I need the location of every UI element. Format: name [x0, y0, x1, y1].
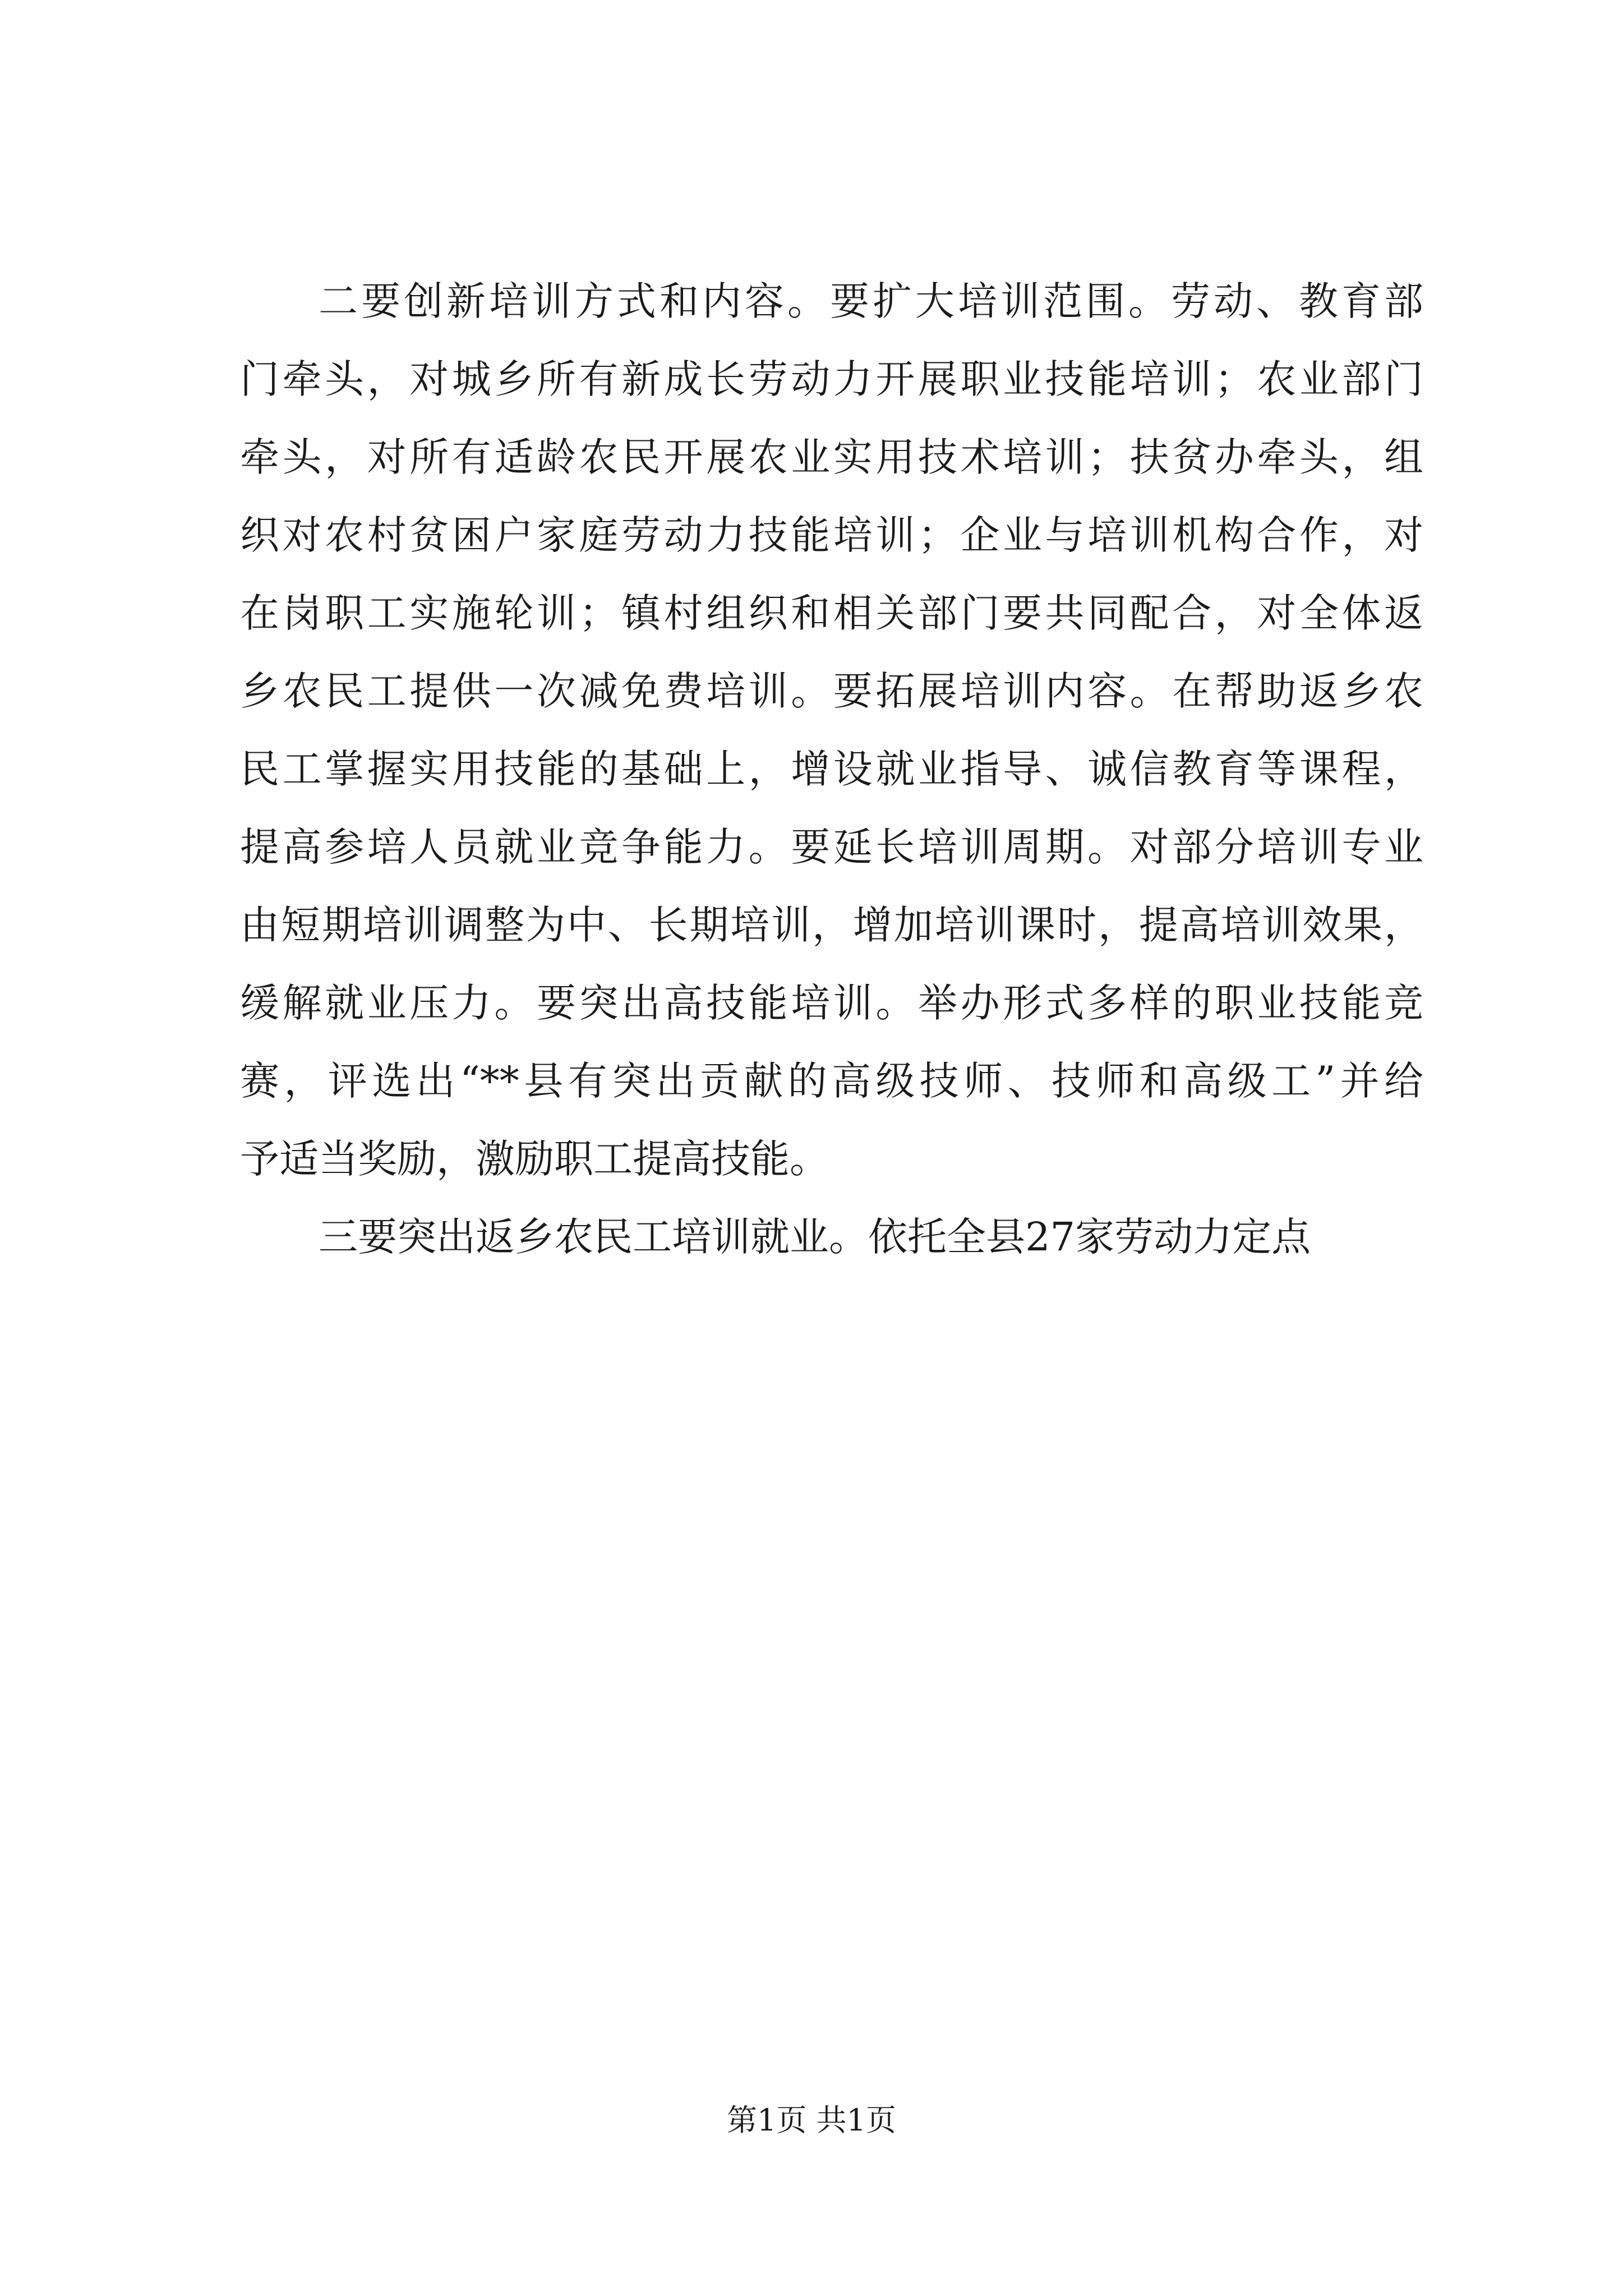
text-line: 乡农民工提供一次减免费培训。要拓展培训内容。在帮助返乡农	[240, 668, 1423, 714]
text-line: 予适当奖励，激励职工提高技能。	[240, 1136, 829, 1182]
document-body	[240, 263, 1423, 1276]
text-line: 三要突出返乡农民工培训就业。依托全县27家劳动力定点	[319, 1214, 1311, 1260]
text-line: 在岗职工实施轮训；镇村组织和相关部门要共同配合，对全体返	[240, 590, 1423, 636]
text-line: 二要创新培训方式和内容。要扩大培训范围。劳动、教育部	[319, 278, 1423, 324]
text-line: 织对农村贫困户家庭劳动力技能培训；企业与培训机构合作，对	[240, 512, 1423, 558]
text-line: 民工掌握实用技能的基础上，增设就业指导、诚信教育等课程，	[240, 746, 1423, 792]
paragraph-2	[240, 1198, 1423, 1276]
text-line: 缓解就业压力。要突出高技能培训。举办形式多样的职业技能竞	[240, 980, 1423, 1026]
text-line: 门牵头，对城乡所有新成长劳动力开展职业技能培训；农业部门	[240, 356, 1423, 402]
text-line: 赛，评选出“**县有突出贡献的高级技师、技师和高级工”并给	[240, 1058, 1423, 1104]
paragraph-1	[240, 263, 1423, 1198]
page-number-footer: 第1页 共1页	[727, 2102, 896, 2138]
text-line: 提高参培人员就业竞争能力。要延长培训周期。对部分培训专业	[240, 824, 1423, 870]
text-line: 牵头，对所有适龄农民开展农业实用技术培训；扶贫办牵头，组	[240, 434, 1423, 480]
text-line: 由短期培训调整为中、长期培训，增加培训课时，提高培训效果，	[240, 902, 1423, 948]
